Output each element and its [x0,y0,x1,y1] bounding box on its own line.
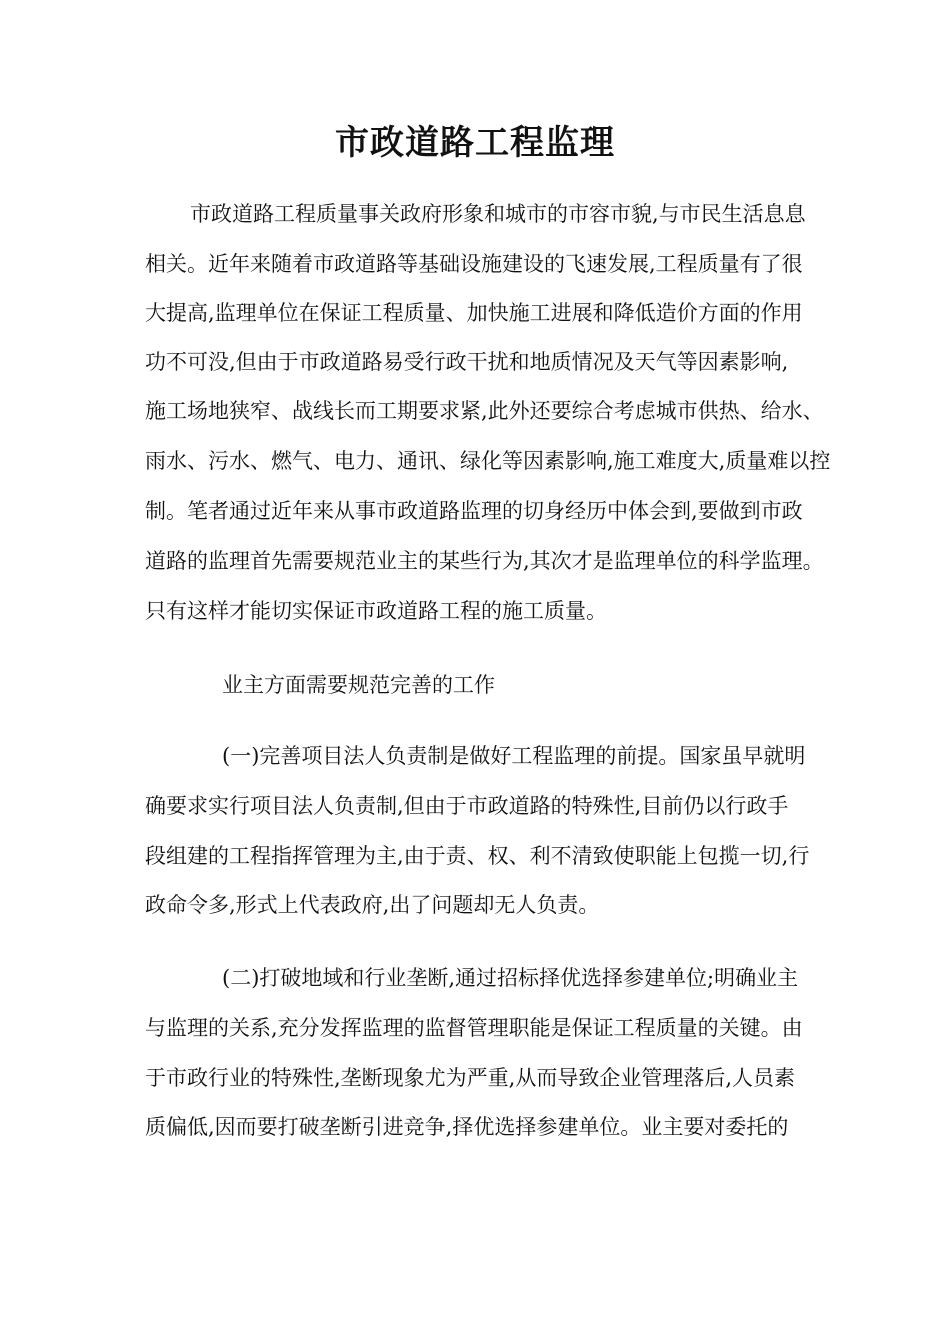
section-heading: 业主方面需要规范完善的工作 [222,673,495,697]
paragraph-line: 相关。近年来随着市政道路等基础设施建设的飞速发展,工程质量有了很 [145,252,803,276]
paragraph-line: 段组建的工程指挥管理为主,由于责、权、利不清致使职能上包揽一切,行 [145,844,810,868]
paragraph-line: 制。笔者通过近年来从事市政道路监理的切身经历中体会到,要做到市政 [145,499,803,523]
paragraph-line: 雨水、污水、燃气、电力、通讯、绿化等因素影响,施工难度大,质量难以控 [145,449,831,473]
paragraph-line: 与监理的关系,充分发挥监理的监督管理职能是保证工程质量的关键。由 [145,1016,803,1040]
paragraph-line: (一)完善项目法人负责制是做好工程监理的前提。国家虽早就明 [222,744,806,768]
paragraph-line: 大提高,监理单位在保证工程质量、加快施工进展和降低造价方面的作用 [145,301,803,325]
paragraph-line: 市政道路工程质量事关政府形象和城市的市容市貌,与市民生活息息 [190,202,806,226]
paragraph-line: 功不可没,但由于市政道路易受行政干扰和地质情况及天气等因素影响, [145,350,789,374]
paragraph-line: 政命令多,形式上代表政府,出了问题却无人负责。 [145,893,600,917]
paragraph-line: 于市政行业的特殊性,垄断现象尤为严重,从而导致企业管理落后,人员素 [145,1066,796,1090]
paragraph-line: 只有这样才能切实保证市政道路工程的施工质量。 [145,599,607,623]
document-title: 市政道路工程监理 [335,123,615,163]
paragraph-line: (二)打破地域和行业垄断,通过招标择优选择参建单位;明确业主 [222,966,799,990]
paragraph-line: 确要求实行项目法人负责制,但由于市政道路的特殊性,目前仍以行政手 [145,794,789,818]
paragraph-line: 施工场地狭窄、战线长而工期要求紧,此外还要综合考虑城市供热、给水、 [145,399,824,423]
paragraph-line: 质偏低,因而要打破垄断引进竞争,择优选择参建单位。业主要对委托的 [145,1115,789,1139]
paragraph-line: 道路的监理首先需要规范业主的某些行为,其次才是监理单位的科学监理。 [145,549,824,573]
